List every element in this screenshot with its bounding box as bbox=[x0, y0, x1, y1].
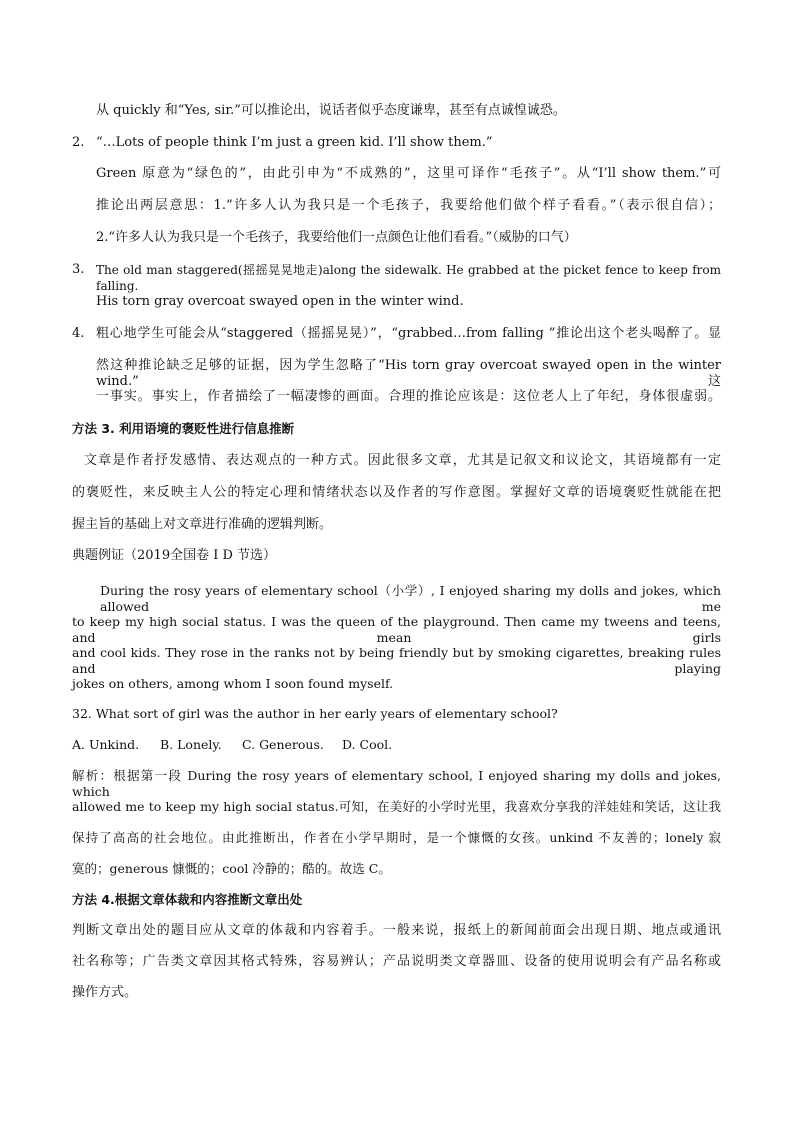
text-line: to keep my high social status. I was the queen of the playground. Then came my tweens and teens, and mean girls bbox=[72, 614, 721, 645]
text-line: and cool kids. They rose in the ranks not by being friendly but by smoking cigarettes, breaking rules and playing bbox=[72, 645, 721, 676]
list-number: 2. bbox=[72, 135, 85, 150]
text-line: 寞的；generous 慷慨的；cool 冷静的；酷的。故选 C。 bbox=[72, 861, 391, 876]
option-b: B. Lonely. bbox=[160, 737, 222, 752]
text-line: The old man staggered(摇摇晃晃地走)along the sidewalk. He grabbed at the picket fence to keep from falling. bbox=[96, 263, 721, 293]
text-line: 操作方式。 bbox=[72, 985, 138, 1000]
option-d: D. Cool. bbox=[342, 737, 393, 752]
list-number: 4. bbox=[72, 326, 85, 341]
text-line: His torn gray overcoat swayed open in the winter wind. bbox=[96, 294, 464, 309]
text-line: During the rosy years of elementary school（小学）, I enjoyed sharing my dolls and jokes, which allowed me bbox=[100, 583, 721, 614]
text-line: 一事实。事实上，作者描绘了一幅凄惨的画面。合理的推论应该是：这位老人上了年纪，身体很虚弱。 bbox=[96, 389, 721, 404]
text-line: allowed me to keep my high social status.可知，在美好的小学时光里，我喜欢分享我的洋娃娃和笑话，这让我 bbox=[72, 799, 721, 814]
text-line: 典题例证（2019全国卷 I D 节选） bbox=[72, 548, 277, 563]
section-heading: 方法 4.根据文章体裁和内容推断文章出处 bbox=[72, 892, 303, 907]
question: 32. What sort of girl was the author in her early years of elementary school? bbox=[72, 706, 558, 721]
option-a: A. Unkind. bbox=[72, 737, 140, 752]
text-line: 保持了高高的社会地位。由此推断出，作者在小学早期时，是一个慷慨的女孩。unkind 不友善的；lonely 寂 bbox=[72, 830, 721, 845]
text-line: 判断文章出处的题目应从文章的体裁和内容着手。一般来说，报纸上的新闻前面会出现日期、地点或通讯 bbox=[72, 923, 721, 938]
text-line: 握主旨的基础上对文章进行准确的逻辑判断。 bbox=[72, 517, 333, 532]
text-line: 解析：根据第一段 During the rosy years of elementary school, I enjoyed sharing my dolls and jokes, which bbox=[72, 768, 721, 799]
option-c: C. Generous. bbox=[242, 737, 324, 752]
text-line: 从 quickly 和“Yes, sir.”可以推论出，说话者似乎态度谦卑，甚至有点诚惶诚恐。 bbox=[96, 103, 566, 118]
text-line: 的褒贬性，来反映主人公的特定心理和情绪状态以及作者的写作意图。掌握好文章的语境褒贬性就能在把 bbox=[72, 485, 721, 500]
text-line: Green 原意为“绿色的”，由此引申为“不成熟的”，这里可译作“毛孩子”。从“I’ll show them.”可 bbox=[96, 166, 721, 181]
text-line: 文章是作者抒发感情、表达观点的一种方式。因此很多文章，尤其是记叙文和议论文，其语境都有一定 bbox=[84, 453, 721, 468]
text-line: 粗心地学生可能会从“staggered（摇摇晃晃）”，“grabbed…from falling ”推论出这个老头喝醉了。显 bbox=[96, 326, 721, 341]
text-line: “…Lots of people think I’m just a green kid. I’ll show them.” bbox=[96, 135, 493, 150]
text-line: jokes on others, among whom I soon found myself. bbox=[72, 676, 394, 691]
list-number: 3. bbox=[72, 262, 85, 277]
text-line: 社名称等；广告类文章因其格式特殊，容易辨认；产品说明类文章器皿、设备的使用说明会有产品名称或 bbox=[72, 954, 721, 969]
text-line: 然这种推论缺乏足够的证据，因为学生忽略了“His torn gray overcoat swayed open in the winter wind.”这 bbox=[96, 358, 721, 389]
section-heading: 方法 3. 利用语境的褒贬性进行信息推断 bbox=[72, 421, 295, 436]
text-line: 推论出两层意思：1.“许多人认为我只是一个毛孩子，我要给他们做个样子看看。”（表示很自信）； bbox=[96, 198, 721, 213]
text-line: 2.“许多人认为我只是一个毛孩子，我要给他们一点颜色让他们看看。”（威胁的口气） bbox=[96, 230, 577, 245]
